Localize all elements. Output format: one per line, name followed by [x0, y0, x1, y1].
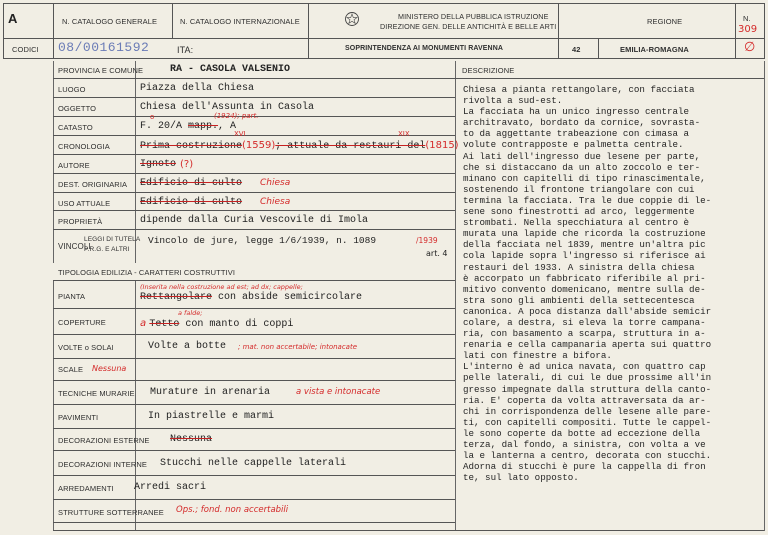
descrizione-line: restauri del 1933. A sinistra della chiesa [463, 261, 695, 273]
descrizione-line: rivolta a sud-est. [463, 95, 563, 107]
header-sep-3 [308, 3, 309, 58]
descrizione-line: to da aggettante trabeazione con cimasa a [463, 128, 690, 140]
row-line [53, 380, 455, 381]
bottom-line [53, 530, 764, 531]
oggetto-value: Chiesa dell'Assunta in Casola [140, 102, 315, 113]
region-code: 42 [572, 45, 581, 54]
descrizione-line: che si distaccano da un alto zoccolo e ter- [463, 161, 701, 173]
empty-mark: ∅ [744, 40, 756, 55]
descrizione-line: chi in corrispondenza delle lesene alle pare- [463, 405, 712, 417]
descrizione-line: canonica. A poca distanza dall'abside semicir [463, 305, 712, 317]
header-sep-4 [558, 3, 559, 58]
descrizione-line: murata una lapide che ricorda la costruzione [463, 228, 706, 240]
descrizione-line: La facciata ha un unico ingresso centrale [463, 106, 690, 118]
row-line [53, 154, 455, 155]
descrizione-line: la e lanterna a centro, decorata con stucchi. [463, 450, 712, 462]
left-col-border [53, 61, 54, 531]
descrizione-line: cola lapide sopra l'ingresso si riferisce ai [463, 250, 706, 262]
row-line [53, 229, 455, 230]
strutture-red: Ops.; fond. non accertabili [176, 505, 289, 515]
catalogo-generale-label: N. CATALOGO GENERALE [62, 17, 158, 26]
header-sep-5 [598, 38, 599, 58]
republic-emblem-icon [344, 10, 360, 28]
descrizione-line: pelle laterali, di cui le due prossime all'in [463, 372, 712, 384]
descrizione-text [463, 84, 763, 483]
autore-label: AUTORE [58, 161, 90, 170]
n-label: N. [743, 14, 751, 23]
ministry-line-2: DIREZIONE GEN. DELLE ANTICHITÀ E BELLE ARTI [380, 22, 557, 31]
row-line [53, 450, 455, 451]
arredamenti-value: Arredi sacri [134, 482, 207, 493]
descrizione-line: ria. E' coperta da volta attraversata da ar- [463, 394, 706, 406]
frame-left [3, 3, 4, 58]
frame-top [3, 3, 765, 4]
dest-value: Edificio di culto [140, 178, 243, 189]
desc-col-divider [455, 61, 456, 531]
row-line [53, 475, 455, 476]
descrizione-line: colare, a destra, si eleva la torre campana- [463, 316, 706, 328]
section-letter: A [8, 11, 18, 26]
regione-value: EMILIA-ROMAGNA [620, 45, 689, 54]
scale-red: Nessuna [92, 364, 127, 373]
row-line [53, 280, 455, 281]
volte-red: ; mat. non accertabile; intonacate [238, 343, 358, 351]
descrizione-line: mitivo convento domenicano, mentre sulla de- [463, 283, 706, 295]
descrizione-line: ti, con capitelli compositi. Tutte le cappel- [463, 416, 712, 428]
header-sep-1 [53, 3, 54, 58]
vincoli-red: /1939 [416, 236, 438, 245]
coperture-note: a falde; [178, 309, 203, 317]
tecniche-value: Murature in arenaria [150, 387, 271, 398]
vincoli-label: VINCOLI [58, 242, 91, 251]
pianta-note: (Inserita nella costruzione ad est; ad dx; cappelle; [140, 283, 303, 291]
descrizione-line: della facciata nel 1839, mentre un'altra pic [463, 239, 706, 251]
pavimenti-value: In piastrelle e marmi [148, 411, 275, 422]
vincoli-sub-2: P.R.G. E ALTRI [84, 246, 130, 253]
oggetto-label: OGGETTO [58, 104, 97, 113]
proprieta-value: dipende dalla Curia Vescovile di Imola [140, 215, 369, 226]
frame-right [764, 3, 765, 58]
decor-esterne-value: Nessuna [170, 434, 213, 445]
tecniche-red: a vista e intonacate [296, 387, 381, 397]
strutture-label: STRUTTURE SOTTERRANEE [58, 508, 164, 517]
descrizione-line: sene sono finestrotti ad arco, leggermente [463, 206, 695, 218]
header-sep-2 [172, 3, 173, 38]
header-divider [3, 38, 765, 39]
proprieta-label: PROPRIETÀ [58, 217, 103, 226]
descrizione-line: renaria e cella campanaria aperta sui quattro [463, 339, 712, 351]
row-line [53, 192, 455, 193]
row-line [53, 173, 455, 174]
n-value: 309 [738, 24, 758, 35]
catalogo-internazionale-label: N. CATALOGO INTERNAZIONALE [180, 17, 300, 26]
dest-label: DEST. ORIGINARIA [58, 180, 128, 189]
row-line [53, 428, 455, 429]
catasto-label: CATASTO [58, 123, 93, 132]
uso-value: Edificio di culto [140, 197, 243, 208]
luogo-value: Piazza della Chiesa [140, 83, 255, 94]
scale-label: SCALE [58, 365, 84, 374]
catasto-value: F. 20/A mapp., A [140, 121, 237, 132]
regione-label: REGIONE [647, 17, 683, 26]
row-line [53, 404, 455, 405]
row-line [53, 308, 455, 309]
descrizione-line: lati con finestre a bifora. [463, 350, 612, 362]
volte-value: Volte a botte [148, 341, 227, 352]
pianta-label: PIANTA [58, 292, 86, 301]
uso-red: Chiesa [260, 197, 291, 207]
decor-esterne-label: DECORAZIONI ESTERNE [58, 436, 150, 445]
right-col-border [764, 61, 765, 531]
cronologia-note-2: XIX [398, 130, 410, 138]
tecniche-label: TECNICHE MURARIE [58, 389, 135, 398]
descrizione-line: gresso impegnate dalla struttura della canto- [463, 383, 712, 395]
row-line [53, 358, 455, 359]
row-line [53, 97, 455, 98]
luogo-label: LUOGO [58, 85, 86, 94]
decor-interne-value: Stucchi nelle cappelle laterali [160, 458, 347, 469]
pavimenti-label: PAVIMENTI [58, 413, 99, 422]
vincoli-art: art. 4 [426, 249, 448, 258]
descrizione-line: sostenendo il frontone triangolare con cui [463, 183, 695, 195]
desc-header-line [455, 78, 764, 79]
vincoli-value: Vincolo de jure, legge 1/6/1939, n. 1089 [148, 235, 377, 246]
vincoli-sub-1: LEGGI DI TUTELA [84, 236, 141, 243]
cronologia-label: CRONOLOGIA [58, 142, 110, 151]
descrizione-line: Adorna di stucchi è pure la cappella di fron [463, 461, 706, 473]
coperture-value: a Tetto con manto di coppi [140, 318, 294, 330]
cronologia-note-1: XVI [234, 130, 246, 138]
descrizione-line: termina la facciata. Tra le due coppie di le- [463, 194, 712, 206]
descrizione-line: terza, dal fondo, a sinistra, con volta a ve [463, 439, 706, 450]
descrizione-line: ria, con basamento a scarpa, struttura in a- [463, 328, 706, 340]
codici-value: 08/00161592 [58, 40, 150, 55]
descrizione-line: le sono coperte da botte ad eccezione della [463, 427, 701, 439]
row-line [53, 522, 455, 523]
uso-label: USO ATTUALE [58, 199, 111, 208]
row-line [53, 78, 455, 79]
dest-red: Chiesa [260, 178, 291, 188]
autore-value: Ignoto [140, 159, 177, 170]
descrizione-label: DESCRIZIONE [462, 66, 515, 75]
autore-red: (?) [180, 159, 194, 170]
row-line [53, 499, 455, 500]
provincia-label: PROVINCIA E COMUNE [58, 66, 144, 75]
descrizione-line: L'interno è ad unica navata, con quattro cap [463, 361, 706, 373]
soprintendenza: SOPRINTENDENZA AI MONUMENTI RAVENNA [345, 45, 504, 52]
cronologia-value: Prima costruzione(1559); attuale da restauri del(1815) [140, 140, 459, 152]
descrizione-line: te, sul lato opposto. [463, 472, 579, 484]
coperture-label: COPERTURE [58, 318, 106, 327]
row-line [53, 135, 455, 136]
descrizione-line: volute contrapposte e palmetta centrale. [463, 139, 684, 151]
provincia-value: RA - CASOLA VALSENIO [170, 64, 291, 75]
descrizione-line: stra sono gli ambienti della settecentesca [463, 294, 695, 306]
pianta-value: Rettangolare con abside semicircolare [140, 292, 363, 303]
codici-label: CODICI [12, 45, 39, 54]
ministry-line-1: MINISTERO DELLA PUBBLICA ISTRUZIONE [398, 12, 549, 21]
descrizione-line: Chiesa a pianta rettangolare, con facciata [463, 84, 695, 95]
ita-label: ITA: [177, 45, 194, 55]
descrizione-line: è accorpato un fabbricato riferibile al pri- [463, 272, 706, 284]
header-sep-6 [735, 3, 736, 58]
decor-interne-label: DECORAZIONI INTERNE [58, 460, 147, 469]
arredamenti-label: ARREDAMENTI [58, 484, 114, 493]
descrizione-line: strombati. Nella specchiatura al centro è [463, 217, 690, 229]
descrizione-line: minano con capitelli di tipo rinascimentale, [463, 172, 706, 184]
catasto-note-f: o [150, 113, 155, 121]
row-line [53, 334, 455, 335]
descrizione-line: Ai lati dell'ingresso due lesene per parte, [463, 150, 701, 162]
volte-label: VOLTE o SOLAI [58, 343, 114, 352]
tipologia-label: TIPOLOGIA EDILIZIA - CARATTERI COSTRUTTIVI [58, 268, 235, 277]
codici-divider [3, 58, 765, 59]
catasto-note: (1924); part. [214, 112, 259, 120]
descrizione-line: architravato, bordato da cornice, sovrasta- [463, 117, 701, 129]
row-line [53, 210, 455, 211]
